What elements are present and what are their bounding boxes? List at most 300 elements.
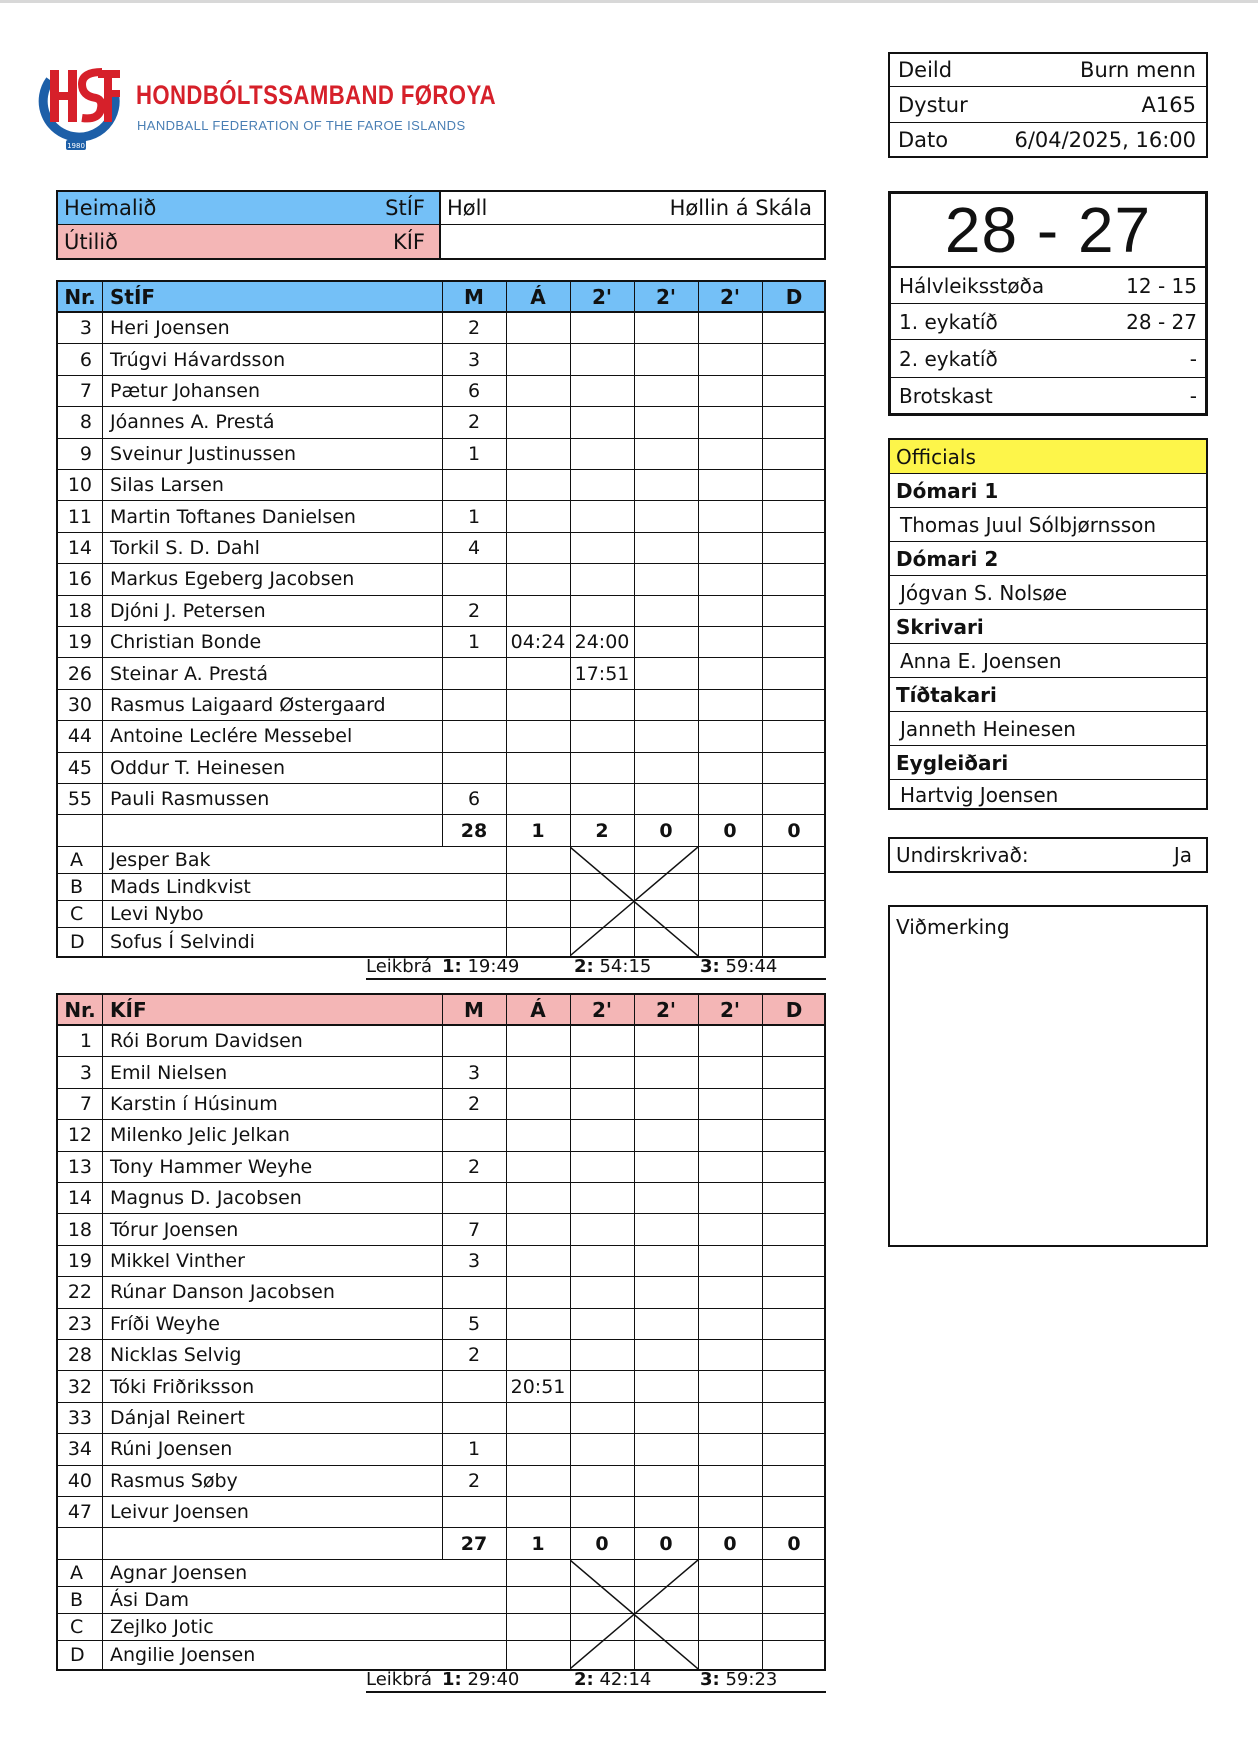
player-name: Markus Egeberg Jacobsen [110,568,355,591]
score-row-penalties [891,378,1205,414]
player-stat-0 [442,721,506,751]
table-row [58,1120,824,1151]
teams-box [56,190,826,260]
player-stat-0 [442,1497,506,1527]
player-stat-2 [570,1089,634,1119]
total-stat-4: 0 [723,819,737,842]
player-number: 1 [79,1030,92,1053]
table-row [58,1246,824,1277]
federation-subtitle: HANDBALL FEDERATION OF THE FAROE ISLANDS [137,118,466,133]
official-name-delegate: Hartvig Joensen [900,783,1059,807]
player-stat-3 [634,627,698,657]
total-stat-2: 2 [595,819,609,842]
player-stat-4 [698,1120,762,1150]
player-stat-0: 6 [467,379,481,402]
team-official-name: Zejlko Jotic [110,1616,214,1639]
totals-row [58,815,824,846]
player-stat-5 [762,753,826,783]
column-divider [102,995,103,1669]
venue-empty-cell [441,225,824,258]
table-row [58,1183,824,1214]
player-number: 16 [67,568,92,591]
player-stat-1 [506,1120,570,1150]
player-number: 6 [79,348,92,371]
player-number: 34 [67,1438,92,1461]
player-number: 19 [67,1249,92,1272]
player-name: Oddur T. Heinesen [110,756,286,779]
table-row [58,344,824,375]
player-number: 22 [67,1281,92,1304]
player-stat-5 [762,1026,826,1056]
player-name: Rasmus Laigaard Østergaard [110,693,386,716]
player-stat-4 [698,1089,762,1119]
score-row-extra2 [891,340,1205,378]
player-number: 8 [79,411,92,434]
player-stat-4 [698,564,762,594]
player-stat-3 [634,376,698,406]
player-number: 14 [67,1187,92,1210]
player-stat-4 [698,1246,762,1276]
home-timeouts [366,954,826,980]
player-stat-5 [762,313,826,343]
away-team-table [56,993,826,1671]
team-official-row [58,1560,824,1587]
player-stat-5 [762,721,826,751]
player-stat-2 [570,1214,634,1244]
player-stat-0 [442,564,506,594]
player-stat-1 [506,1497,570,1527]
header-col-2: 2' [591,997,613,1022]
table-row [58,1497,824,1528]
player-stat-1 [506,1183,570,1213]
player-stat-4 [698,344,762,374]
total-stat-5: 0 [787,1532,801,1555]
player-stat-1 [506,407,570,437]
timeouts-label: Leikbrá [366,956,433,977]
signed-label: Undirskrivað: [896,843,1029,867]
player-stat-3 [634,564,698,594]
player-stat-0 [442,1026,506,1056]
player-number: 18 [67,599,92,622]
player-name: Milenko Jelic Jelkan [110,1124,290,1147]
player-stat-0: 3 [467,1249,481,1272]
total-stat-0: 27 [460,1532,488,1555]
player-stat-4 [698,1466,762,1496]
player-stat-4 [698,784,762,814]
player-stat-0: 1 [467,1438,481,1461]
table-row [58,1466,824,1497]
table-row [58,1309,824,1340]
away-label: Útilið [64,229,118,254]
player-stat-3 [634,439,698,469]
team-official-code: C [70,1616,84,1639]
player-stat-1 [506,501,570,531]
timeout-1-value: 19:49 [467,956,520,977]
player-stat-2 [570,1026,634,1056]
match-info-row-match [890,87,1206,123]
player-stat-2 [570,1246,634,1276]
table-row [58,690,824,721]
player-stat-3 [634,1403,698,1433]
extra2-value: - [1189,346,1197,371]
venue-name: Høllin á Skála [669,196,812,220]
team-official-name: Angilie Joensen [110,1643,256,1666]
timeout-3: 3: 59:44 [700,956,778,977]
player-number: 40 [67,1469,92,1492]
table-row [58,1371,824,1402]
match-info-row-division [890,54,1206,87]
total-stat-3: 0 [659,819,673,842]
player-stat-0 [442,1371,506,1401]
player-name: Steinar A. Prestá [110,662,268,685]
total-stat-4: 0 [723,1532,737,1555]
division-label: Deild [898,58,953,82]
team-official-row [58,928,824,955]
player-stat-0: 2 [467,1469,481,1492]
player-stat-1 [506,564,570,594]
crossed-out-area [570,847,698,956]
player-stat-4 [698,690,762,720]
player-stat-0: 6 [467,788,481,811]
player-stat-1 [506,1434,570,1464]
timeout-2-value: 42:14 [599,1669,652,1690]
table-row [58,1214,824,1245]
player-stat-1 [506,1214,570,1244]
player-stat-3 [634,784,698,814]
player-stat-0: 2 [467,411,481,434]
player-stat-1 [506,753,570,783]
table-row [58,533,824,564]
header-col-3: 2' [655,284,677,309]
official-name-referee2: Jógvan S. Nolsøe [890,576,1206,610]
player-number: 18 [67,1218,92,1241]
player-stat-1 [506,313,570,343]
player-stat-1 [506,1309,570,1339]
timeout-1-value: 29:40 [467,1669,520,1690]
team-official-row [58,1587,824,1614]
player-name: Torkil S. D. Dahl [110,536,260,559]
player-stat-3 [634,407,698,437]
timeout-1: 1: 19:49 [442,956,520,977]
player-stat-1: 04:24 [510,631,566,654]
team-official-row [58,1614,824,1641]
player-stat-1 [506,784,570,814]
player-stat-5 [762,470,826,500]
column-divider [698,282,699,956]
player-number: 45 [67,756,92,779]
table-row [58,1057,824,1088]
player-number: 19 [67,631,92,654]
player-stat-4 [698,596,762,626]
player-stat-5 [762,1214,826,1244]
player-stat-3 [634,533,698,563]
player-name: Rói Borum Davidsen [110,1030,303,1053]
player-stat-4 [698,1057,762,1087]
player-name: Karstin í Húsinum [110,1092,278,1115]
player-stat-5 [762,439,826,469]
table-row [58,1026,824,1057]
player-name: Magnus D. Jacobsen [110,1187,302,1210]
player-stat-1 [506,1403,570,1433]
player-name: Dánjal Reinert [110,1406,245,1429]
table-row [58,439,824,470]
player-stat-5 [762,690,826,720]
penalties-value: - [1189,384,1197,408]
player-stat-3 [634,344,698,374]
player-stat-0 [442,1277,506,1307]
federation-logo [38,62,496,154]
player-name: Sveinur Justinussen [110,442,297,465]
header-col-0: M [464,997,484,1022]
player-name: Pauli Rasmussen [110,788,270,811]
timeout-3-value: 59:44 [725,956,778,977]
score-row-extra1 [891,304,1205,340]
header-nr: Nr. [64,997,96,1022]
player-stat-3 [634,1466,698,1496]
match-label: Dystur [898,92,968,117]
player-stat-3 [634,1214,698,1244]
player-stat-5 [762,1309,826,1339]
column-divider [442,282,443,847]
player-stat-4 [698,1183,762,1213]
player-stat-5 [762,1497,826,1527]
team-official-code: D [70,930,85,953]
header-col-2: 2' [591,284,613,309]
player-stat-5 [762,1152,826,1182]
date-label: Dato [898,127,949,152]
player-stat-4 [698,658,762,688]
table-row [58,721,824,752]
player-stat-2 [570,501,634,531]
home-label: Heimalið [64,196,157,220]
player-stat-2 [570,470,634,500]
player-stat-0: 4 [467,536,481,559]
total-stat-5: 0 [787,819,801,842]
player-number: 13 [67,1155,92,1178]
table-row [58,313,824,344]
player-stat-4 [698,1403,762,1433]
timeout-3: 3: 59:23 [700,1669,778,1690]
column-divider [762,995,763,1669]
player-stat-5 [762,1057,826,1087]
player-stat-2 [570,690,634,720]
extra1-label: 1. eykatíð [899,309,998,334]
official-role-scorekeeper: Skrivari [890,610,1206,644]
player-name: Mikkel Vinther [110,1249,245,1272]
player-stat-3 [634,658,698,688]
player-number: 23 [67,1312,92,1335]
column-divider [506,995,507,1669]
player-stat-2 [570,313,634,343]
table-row [58,376,824,407]
player-stat-5 [762,596,826,626]
player-stat-3 [634,753,698,783]
player-stat-0 [442,658,506,688]
signed-value: Ja [1173,843,1192,867]
player-number: 7 [79,1092,92,1115]
player-stat-2 [570,1466,634,1496]
player-stat-0: 2 [467,1092,481,1115]
player-stat-2 [570,1434,634,1464]
player-stat-4 [698,721,762,751]
player-stat-5 [762,1277,826,1307]
match-info-row-date [890,123,1206,156]
player-stat-5 [762,564,826,594]
team-official-row [58,1641,824,1668]
table-row [58,784,824,815]
player-stat-3 [634,1246,698,1276]
player-stat-4 [698,753,762,783]
player-number: 28 [67,1344,92,1367]
table-header [58,995,824,1026]
player-name: Djóni J. Petersen [110,599,266,622]
table-row [58,753,824,784]
player-name: Tórur Joensen [110,1218,239,1241]
timeout-2: 2: 54:15 [574,956,652,977]
officials-heading: Officials [890,440,1206,474]
player-stat-1 [506,721,570,751]
player-stat-4 [698,376,762,406]
top-border [0,0,1258,3]
player-stat-0: 2 [467,599,481,622]
player-number: 30 [67,693,92,716]
player-stat-4 [698,1371,762,1401]
player-number: 12 [67,1124,92,1147]
player-stat-1 [506,1340,570,1370]
player-stat-5 [762,1403,826,1433]
player-stat-1 [506,1246,570,1276]
player-stat-3 [634,501,698,531]
header-col-1: Á [530,284,546,309]
team-official-code: B [70,1589,84,1612]
player-stat-2 [570,1152,634,1182]
player-stat-4 [698,1497,762,1527]
player-stat-5 [762,627,826,657]
player-stat-0: 5 [467,1312,481,1335]
player-number: 55 [67,788,92,811]
header-col-1: Á [530,997,546,1022]
venue-label: Høll [447,196,488,220]
player-stat-4 [698,1434,762,1464]
table-row [58,1340,824,1371]
match-info-box [888,52,1208,158]
table-row [58,627,824,658]
player-number: 47 [67,1501,92,1524]
total-stat-1: 1 [531,819,545,842]
player-stat-0 [442,1120,506,1150]
column-divider [102,282,103,956]
player-number: 3 [79,317,92,340]
hsf-logo-icon [38,62,122,154]
player-number: 11 [67,505,92,528]
player-stat-3 [634,1434,698,1464]
player-name: Trúgvi Hávardsson [110,348,286,371]
player-stat-2 [570,1120,634,1150]
official-role-timekeeper: Tíðtakari [890,678,1206,712]
column-divider [506,282,507,956]
player-stat-2 [570,344,634,374]
player-stat-3 [634,1057,698,1087]
player-stat-1 [506,1089,570,1119]
player-stat-0 [442,1403,506,1433]
penalties-label: Brotskast [899,384,993,408]
player-stat-1 [506,690,570,720]
player-number: 3 [79,1061,92,1084]
player-stat-4 [698,533,762,563]
player-stat-0 [442,753,506,783]
player-stat-5 [762,1466,826,1496]
player-stat-4 [698,1214,762,1244]
player-stat-1 [506,596,570,626]
player-number: 44 [67,725,92,748]
player-name: Leivur Joensen [110,1501,249,1524]
player-stat-3 [634,1340,698,1370]
federation-title: HONDBÓLTSSAMBAND FØROYA [136,80,496,110]
player-stat-3 [634,1277,698,1307]
remarks-box [888,905,1208,1247]
officials-box [888,438,1208,810]
player-number: 9 [79,442,92,465]
player-stat-5 [762,1246,826,1276]
timeout-2-value: 54:15 [599,956,652,977]
table-row [58,596,824,627]
player-stat-5 [762,344,826,374]
player-stat-3 [634,690,698,720]
player-name: Tony Hammer Weyhe [110,1155,313,1178]
signed-box [888,837,1208,873]
header-col-5: D [785,997,803,1022]
player-stat-0: 2 [467,1155,481,1178]
table-row [58,1434,824,1465]
player-stat-1 [506,439,570,469]
player-stat-3 [634,1120,698,1150]
date-value: 6/04/2025, 16:00 [1014,127,1196,152]
player-stat-2 [570,1371,634,1401]
player-stat-0 [442,1183,506,1213]
player-stat-1 [506,1466,570,1496]
player-stat-3 [634,1152,698,1182]
header-col-0: M [464,284,484,309]
remarks-label: Viðmerking [896,915,1010,939]
team-official-code: C [70,903,84,926]
player-name: Heri Joensen [110,317,230,340]
player-stat-2 [570,376,634,406]
team-official-row [58,874,824,901]
player-name: Antoine Leclére Messebel [110,725,353,748]
table-row [58,1152,824,1183]
column-divider [698,995,699,1669]
official-role-delegate: Eygleiðari [890,746,1206,780]
player-stat-2 [570,407,634,437]
player-stat-5 [762,658,826,688]
player-number: 10 [67,474,92,497]
player-stat-0: 1 [467,442,481,465]
player-stat-1 [506,1057,570,1087]
player-stat-4 [698,1340,762,1370]
player-stat-0: 7 [467,1218,481,1241]
player-stat-5 [762,784,826,814]
header-col-4: 2' [719,284,741,309]
timeout-2: 2: 42:14 [574,1669,652,1690]
score-row-halftime [891,268,1205,304]
player-stat-0: 1 [467,505,481,528]
column-divider [762,282,763,956]
player-stat-1 [506,376,570,406]
timeout-1: 1: 29:40 [442,1669,520,1690]
table-row [58,564,824,595]
halftime-label: Hálvleiksstøða [899,273,1045,298]
player-stat-2 [570,1057,634,1087]
